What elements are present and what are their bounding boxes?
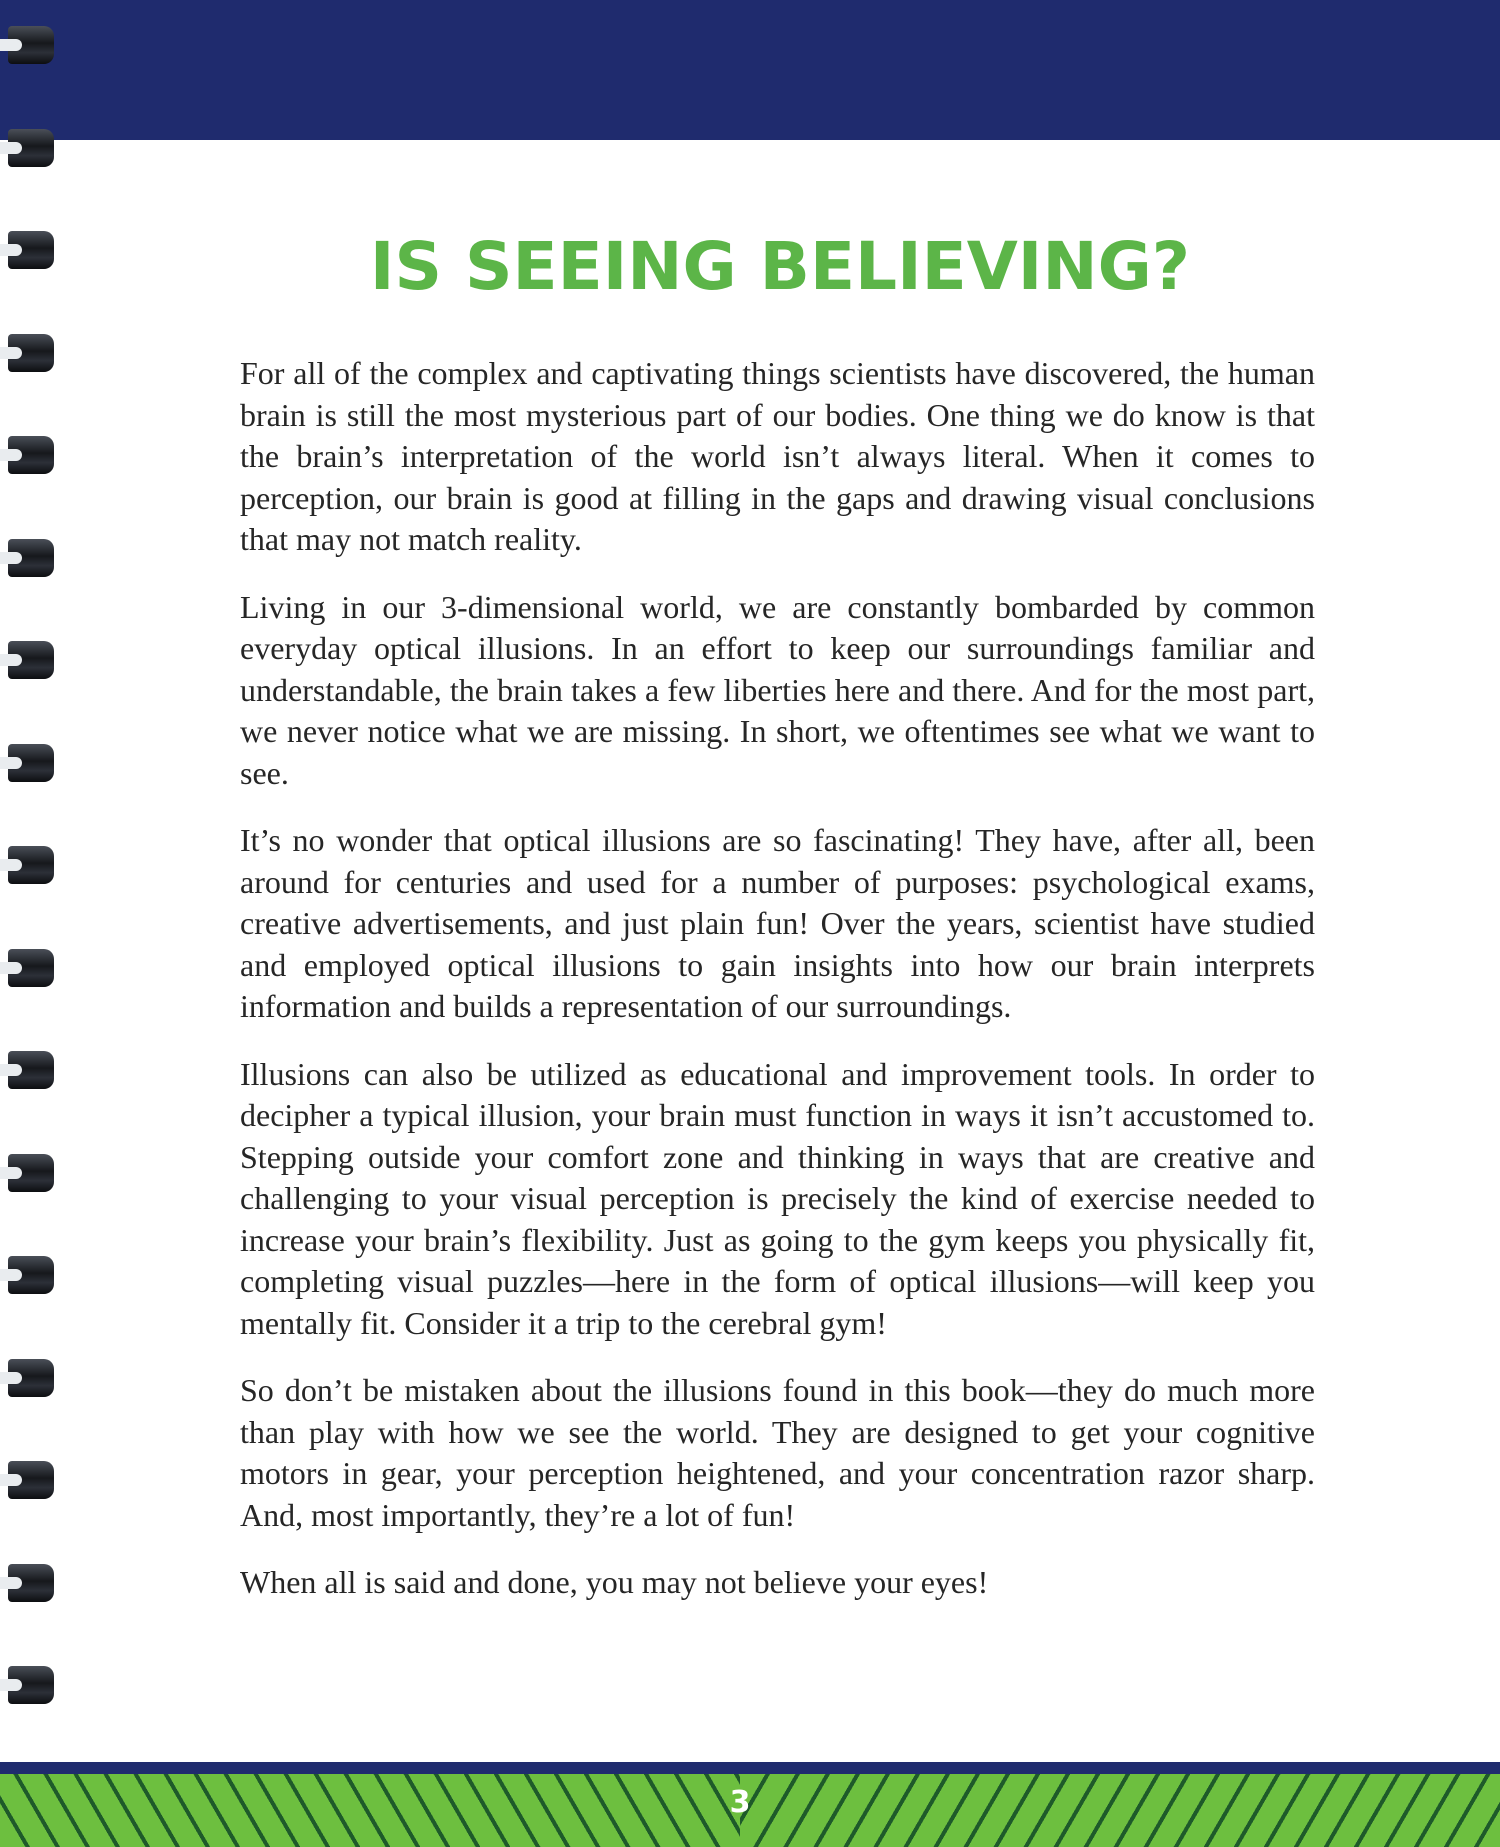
page-number: 3 [729,1785,751,1820]
spiral-coil [0,1252,58,1298]
footer-stripes-right [740,1774,1500,1847]
spiral-coil [0,125,58,171]
coil-hole [0,449,22,461]
spiral-coil [0,1047,58,1093]
coil-hole [0,1167,22,1179]
coil-hole [0,1064,22,1076]
spiral-coil [0,432,58,478]
coil-hole [0,347,22,359]
coil-hole [0,1577,22,1589]
coil-hole [0,142,22,154]
paragraph-3: It’s no wonder that optical illusions are so fascinating! They have, after all, been around for centuries and used for a number of purposes: psychological exams, creative advertisements, and just plain fun! Over the years, scientist have studied and employed optical illusions to gain insights into how our brain interprets information and builds a representation of our surroundings. [240,822,1315,1024]
paragraph-5: So don’t be mistaken about the illusions found in this book—they do much more than play with how we see the world. They are designed to get your cognitive motors in gear, your perception heightened, and your concentration razor sharp. And, most importantly, they’re a lot of fun! [240,1372,1315,1533]
spiral-coil [0,1662,58,1708]
spiral-coil [0,1355,58,1401]
paragraph-2: Living in our 3-dimensional world, we are constantly bombarded by common everyday optical illusions. In an effort to keep our surroundings familiar and understandable, the brain takes a few liberties here and there. And for the most part, we never notice what we are missing. In short, we oftentimes see what we want to see. [240,588,1315,791]
paragraph-6: When all is said and done, you may not believe your eyes! [240,1564,989,1600]
paragraph-4: Illusions can also be utilized as educational and improvement tools. In order to decipher a typical illusion, your brain must function in ways it isn’t accustomed to. Stepping outside your comfort zone and thinking in ways that are creative and challenging to your visual perception is precisely the kind of exercise needed to increase your brain’s flexibility. Just as going to the gym keeps you physically fit, completing visual puzzles—here in the form of optical illusions—will keep you mentally fit. Consider it a trip to the cerebral gym! [240,1055,1315,1341]
spiral-coil [0,330,58,376]
coil-hole [0,859,22,871]
spiral-coil [0,1457,58,1503]
spiral-coil [0,1150,58,1196]
spiral-coil [0,22,58,68]
coil-hole [0,1372,22,1384]
coil-hole [0,1679,22,1691]
coil-hole [0,1474,22,1486]
paragraph-1: For all of the complex and captivating things scientists have discovered, the human brain is still the most mysterious part of our bodies. One thing we do know is that the brain’s interpretation of the world isn’t always literal. When it comes to perception, our brain is good at filling in the gaps and drawing visual conclusions that may not match reality. [240,355,1315,557]
spiral-coil [0,637,58,683]
spiral-coil [0,842,58,888]
spiral-coil [0,535,58,581]
coil-hole [0,1269,22,1281]
coil-hole [0,39,22,51]
top-navy-band [0,0,1500,140]
spiral-coil [0,945,58,991]
coil-hole [0,757,22,769]
coil-hole [0,962,22,974]
spiral-coil [0,740,58,786]
body-text [240,353,1315,1630]
page-title: IS SEEING BELIEVING? [369,228,1191,305]
coil-hole [0,654,22,666]
coil-hole [0,552,22,564]
spiral-coil [0,1560,58,1606]
